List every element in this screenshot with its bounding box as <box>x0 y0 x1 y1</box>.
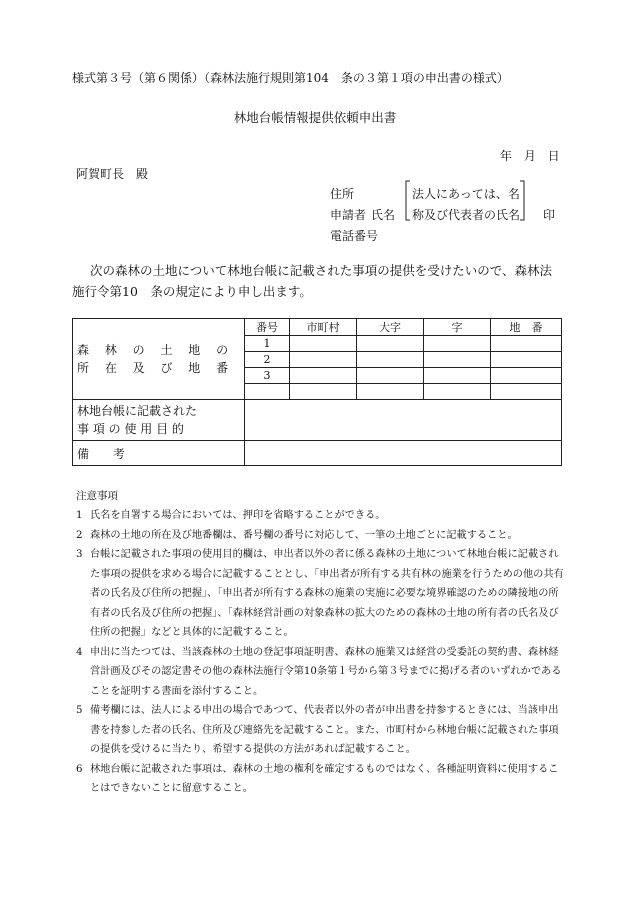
usage-purpose-label <box>73 400 245 441</box>
note-text: 林地台帳に記載された事項は、森林の土地の権利を確定するものではなく、各種証明資料に使用することはできないことに留意すること。 <box>90 763 559 794</box>
aza-cell[interactable] <box>424 336 491 352</box>
note-text: 備考欄には、法人による申出の場合であつて、代表者以外の者が申出書を持参するときには、当該申出書を持参した者の氏名、住所及び連絡先を記載すること。また、市町村から林地台帳に記載された事項の提供を受けるに当たり、希望する提供の方法があれば記載すること。 <box>90 705 559 755</box>
request-statement <box>72 260 572 302</box>
applicant-label: 申請者 <box>330 208 367 222</box>
oaza-cell[interactable] <box>357 336 424 352</box>
request-line-2: 施行令第10 条の規定により申し出ます。 <box>72 284 312 299</box>
municipality-cell[interactable] <box>290 384 357 400</box>
note-text: 氏名を自署する場合においては、押印を省略することができる。 <box>90 510 386 521</box>
col-header-municipality: 市町村 <box>290 319 357 336</box>
list-item <box>76 506 566 526</box>
bracket-note-line2: 称及び代表者の氏名 <box>412 208 521 222</box>
purpose-label-line1: 林地台帳に記載された <box>77 404 198 418</box>
lot-number-cell[interactable] <box>491 352 562 368</box>
municipality-cell[interactable] <box>290 336 357 352</box>
col-header-oaza: 大字 <box>357 319 424 336</box>
municipality-cell[interactable] <box>290 352 357 368</box>
land-table <box>72 318 562 466</box>
col-header-lot-number: 地 番 <box>491 319 562 336</box>
note-number: 3 <box>76 549 83 560</box>
note-text: 森林の土地の所在及び地番欄は、番号欄の番号に対応して、一筆の土地ごとに記載すること。 <box>90 529 518 541</box>
addressee: 阿賀町長 殿 <box>76 167 149 181</box>
col-header-aza: 字 <box>424 319 491 336</box>
phone-label: 電話番号 <box>330 229 379 243</box>
lot-number-cell[interactable] <box>491 384 562 400</box>
col-header-number: 番号 <box>245 319 290 336</box>
list-item <box>76 643 566 702</box>
oaza-cell[interactable] <box>357 368 424 384</box>
note-number: 4 <box>76 646 83 658</box>
oaza-cell[interactable] <box>357 352 424 368</box>
list-item <box>76 545 566 643</box>
bracket-note-line1: 法人にあっては、名 <box>412 187 520 201</box>
lot-number-cell[interactable] <box>491 336 562 352</box>
note-text: 申出に当たつては、当該森林の土地の登記事項証明書、森林の施業又は経営の受委託の契約書、森林経営計画及びその認定書その他の森林法施行令第10条第１号から第３号までに掲げる者のいずれかであることを証明する書面を添付すること。 <box>90 646 562 697</box>
request-line-1: 次の森林の土地について林地台帳に記載された事項の提供を受けたいので、森林法 <box>90 263 553 278</box>
land-label-line2: 所 在 及 び 地 番 <box>77 361 235 375</box>
list-item <box>76 526 566 546</box>
note-number: 2 <box>76 529 83 541</box>
note-number: 6 <box>76 763 83 775</box>
row-number <box>245 384 290 400</box>
document-title: 林地台帳情報提供依頼申出書 <box>233 110 397 125</box>
list-item <box>76 701 566 760</box>
remarks-label: 備 考 <box>73 441 245 466</box>
lot-number-cell[interactable] <box>491 368 562 384</box>
row-number: 3 <box>245 368 290 384</box>
row-number: 2 <box>245 352 290 368</box>
land-location-label <box>73 319 245 400</box>
municipality-cell[interactable] <box>290 368 357 384</box>
usage-purpose-field[interactable] <box>245 400 562 441</box>
note-text: 台帳に記載された事項の使用目的欄は、申出者以外の者に係る森林の土地について林地台帳に記載された事項の提供を求める場合に記載することとし、「申出者が所有する共有林の施業を行うための他の共有者の氏名及び住所の把握」、「申出者が所有する森林の施業の実施に必要な境界確認のための隣接地の所有者の氏名及び住所の把握」、「森林経営計画の対象森林の拡大のための森林の土地の所有者の氏名及び住所の把握」などと具体的に記載すること。 <box>90 549 564 638</box>
purpose-label-line2: 事 項 の 使 用 目 的 <box>77 422 184 436</box>
form-number: 様式第３号（第６関係）（森林法施行規則第104 条の３第１項の申出書の様式） <box>72 71 509 85</box>
land-label-line1: 森 林 の 土 地 の <box>77 343 235 357</box>
notes-list <box>76 506 566 799</box>
note-number: 5 <box>76 705 83 716</box>
row-number: 1 <box>245 336 290 352</box>
oaza-cell[interactable] <box>357 384 424 400</box>
address-label: 住所 <box>330 187 355 201</box>
notes-title: 注意事項 <box>76 490 118 502</box>
date-line: 年 月 日 <box>500 149 560 163</box>
aza-cell[interactable] <box>424 352 491 368</box>
aza-cell[interactable] <box>424 384 491 400</box>
name-label: 氏名 <box>371 208 396 222</box>
list-item <box>76 760 566 799</box>
remarks-field[interactable] <box>245 441 562 466</box>
seal-mark: 印 <box>543 208 556 222</box>
aza-cell[interactable] <box>424 368 491 384</box>
note-number: 1 <box>76 510 83 521</box>
